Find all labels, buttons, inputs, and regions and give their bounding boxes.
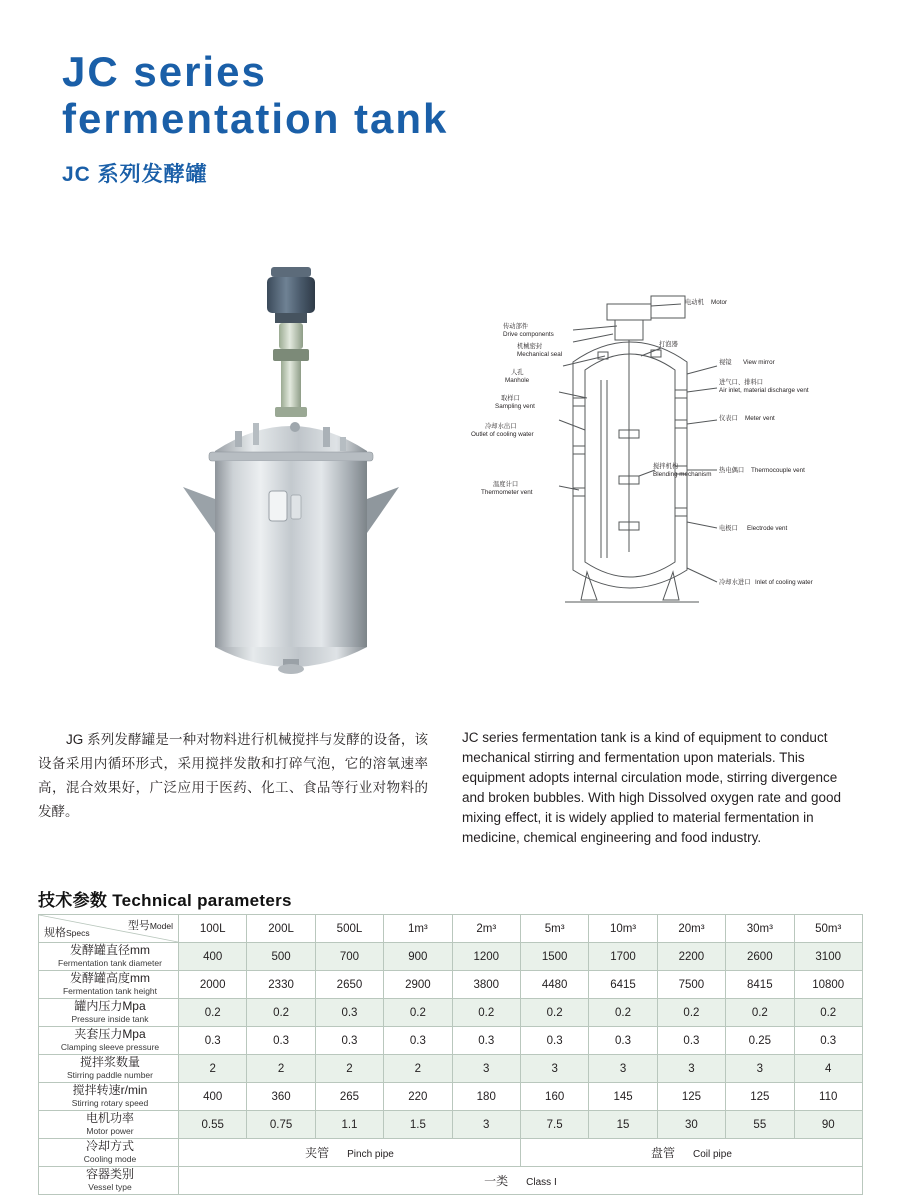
cooling-mode-left: 夹管 Pinch pipe xyxy=(179,1139,521,1167)
diagram-label-motor: 电动机 xyxy=(685,299,704,306)
table-cell: 8415 xyxy=(726,971,794,999)
corner-specs: 规格Specs xyxy=(44,927,90,939)
table-cell: 1.5 xyxy=(384,1111,452,1139)
table-cell: 7.5 xyxy=(520,1111,588,1139)
table-cell: 10800 xyxy=(794,971,862,999)
diagram-label-airinlet-en: Air inlet, material discharge vent xyxy=(719,387,809,394)
table-row xyxy=(39,1111,863,1139)
table-row xyxy=(39,1083,863,1111)
column-header: 5m³ xyxy=(520,915,588,943)
description-cn xyxy=(38,728,428,824)
table-cell: 0.3 xyxy=(384,1027,452,1055)
table-cell: 2 xyxy=(315,1055,383,1083)
fermentation-tank-photo xyxy=(175,255,410,675)
table-cell: 0.2 xyxy=(179,999,247,1027)
table-cell: 2200 xyxy=(657,943,725,971)
table-header-row xyxy=(39,915,863,943)
diagram-label-seal-cn: 机械密封 xyxy=(517,343,543,350)
table-row-cooling-mode xyxy=(39,1139,863,1167)
diagram-label-sampling-cn: 取样口 xyxy=(501,395,520,402)
table-cell: 0.3 xyxy=(657,1027,725,1055)
row-header: 搅拌浆数量 Stirring paddle number xyxy=(39,1055,179,1083)
row-header: 电机功率 Motor power xyxy=(39,1111,179,1139)
table-cell: 7500 xyxy=(657,971,725,999)
table-row xyxy=(39,943,863,971)
table-cell: 2650 xyxy=(315,971,383,999)
row-header: 夹套压力Mpa Clamping sleeve pressure xyxy=(39,1027,179,1055)
diagram-label-thermometer-en: Thermometer vent xyxy=(481,489,533,496)
technical-parameters-table xyxy=(38,914,863,1195)
diagram-label-thermometer-cn: 温度计口 xyxy=(493,481,519,488)
table-cell: 125 xyxy=(657,1083,725,1111)
table-cell: 2 xyxy=(384,1055,452,1083)
table-cell: 160 xyxy=(520,1083,588,1111)
diagram-label-manhole-en: Manhole xyxy=(505,377,530,384)
table-cell: 900 xyxy=(384,943,452,971)
title-en-line1: JC series xyxy=(62,48,267,95)
table-row xyxy=(39,1027,863,1055)
table-cell: 0.3 xyxy=(452,1027,520,1055)
diagram-label-electrode-cn: 电极口 xyxy=(719,525,738,532)
description-en: JC series fermentation tank is a kind of equipment to conduct mechanical stirring and fermentation upon materials. This equipment adopts internal circulation mode, stirring divergence and broken bubbles. With high Dissolved oxygen rate and good mixing effect, it is widely applied to material fermentation in medicine, chemical engineering and food industry. xyxy=(462,730,841,845)
row-header: 冷却方式 Cooling mode xyxy=(39,1139,179,1167)
corner-model: 型号Model xyxy=(127,920,173,932)
diagram-label-manhole-cn: 人孔 xyxy=(511,369,524,376)
table-row xyxy=(39,971,863,999)
table-cell: 0.3 xyxy=(315,1027,383,1055)
diagram-label-meter-cn: 仪表口 xyxy=(719,415,738,422)
table-cell: 3800 xyxy=(452,971,520,999)
diagram-label-cooling-out-cn: 冷却水出口 xyxy=(485,423,517,430)
row-header: 搅拌转速r/min Stirring rotary speed xyxy=(39,1083,179,1111)
table-cell: 3 xyxy=(589,1055,657,1083)
row-header: 容器类别 Vessel type xyxy=(39,1167,179,1195)
cooling-mode-right: 盘管 Coil pipe xyxy=(520,1139,862,1167)
table-cell: 1700 xyxy=(589,943,657,971)
table-cell: 2900 xyxy=(384,971,452,999)
column-header: 10m³ xyxy=(589,915,657,943)
diagram-label-meter-en: Meter vent xyxy=(745,415,775,422)
diagram-label-thermocouple-en: Thermocouple vent xyxy=(751,467,805,474)
table-cell: 0.2 xyxy=(452,999,520,1027)
table-cell: 500 xyxy=(247,943,315,971)
table-row-vessel-type xyxy=(39,1167,863,1195)
table-cell: 2000 xyxy=(179,971,247,999)
row-header: 发酵罐高度mm Fermentation tank height xyxy=(39,971,179,999)
diagram-label-coolinlet-cn: 冷却水进口 xyxy=(719,579,751,586)
table-cell: 0.2 xyxy=(247,999,315,1027)
table-cell: 700 xyxy=(315,943,383,971)
diagram-label-drive-cn: 传动部件 xyxy=(503,323,529,330)
table-cell: 0.25 xyxy=(726,1027,794,1055)
table-cell: 0.3 xyxy=(247,1027,315,1055)
table-cell: 55 xyxy=(726,1111,794,1139)
table-cell: 360 xyxy=(247,1083,315,1111)
table-cell: 3 xyxy=(657,1055,725,1083)
table-cell: 15 xyxy=(589,1111,657,1139)
diagram-label-electrode-en: Electrode vent xyxy=(747,525,788,532)
table-cell: 145 xyxy=(589,1083,657,1111)
column-header: 20m³ xyxy=(657,915,725,943)
table-cell: 0.3 xyxy=(589,1027,657,1055)
description-cn-text: JG 系列发酵罐是一种对物料进行机械搅拌与发酵的设备，该设备采用内循环形式，采用搅拌发散和打碎气泡，它的溶氧速率高，混合效果好，广泛应用于医药、化工、食品等行业对物料的发酵。 xyxy=(38,732,428,819)
table-cell: 0.3 xyxy=(520,1027,588,1055)
title-en-line2: fermentation tank xyxy=(62,95,449,142)
table-cell: 0.2 xyxy=(657,999,725,1027)
table-cell: 0.3 xyxy=(315,999,383,1027)
table-cell: 265 xyxy=(315,1083,383,1111)
table-cell: 3 xyxy=(452,1055,520,1083)
diagram-label-motor-en: Motor xyxy=(711,299,728,306)
title-cn: JC 系列发酵罐 xyxy=(62,163,208,186)
technical-parameters-title: 技术参数 Technical parameters xyxy=(38,891,292,910)
column-header: 500L xyxy=(315,915,383,943)
vessel-type-value: 一类 Class I xyxy=(179,1167,863,1195)
diagram-label-viewmirror-en: View mirror xyxy=(743,359,775,366)
table-cell: 0.55 xyxy=(179,1111,247,1139)
table-cell: 0.2 xyxy=(794,999,862,1027)
table-cell: 0.2 xyxy=(589,999,657,1027)
diagram-label-drive-en: Drive components xyxy=(503,331,554,338)
column-header: 2m³ xyxy=(452,915,520,943)
column-header: 100L xyxy=(179,915,247,943)
table-cell: 1500 xyxy=(520,943,588,971)
diagram-label-sampling-en: Sampling vent xyxy=(495,403,535,410)
table-cell: 3 xyxy=(520,1055,588,1083)
table-row xyxy=(39,999,863,1027)
table-cell: 90 xyxy=(794,1111,862,1139)
table-cell: 4 xyxy=(794,1055,862,1083)
table-cell: 30 xyxy=(657,1111,725,1139)
table-cell: 3100 xyxy=(794,943,862,971)
table-cell: 0.75 xyxy=(247,1111,315,1139)
row-header: 发酵罐直径mm Fermentation tank diameter xyxy=(39,943,179,971)
diagram-label-thermocouple-cn: 热电偶口 xyxy=(719,467,745,474)
table-cell: 3 xyxy=(452,1111,520,1139)
diagram-label-foam-cn: 打泡器 xyxy=(659,341,678,348)
diagram-label-viewmirror-cn: 视镜 xyxy=(719,359,732,366)
product-illustrations xyxy=(0,245,900,695)
diagram-label-cooling-out-en: Outlet of cooling water xyxy=(471,431,534,438)
table-cell: 2 xyxy=(247,1055,315,1083)
fermentation-tank-diagram xyxy=(455,270,875,650)
table-cell: 0.3 xyxy=(179,1027,247,1055)
table-cell: 125 xyxy=(726,1083,794,1111)
column-header: 1m³ xyxy=(384,915,452,943)
diagram-label-airinlet-cn: 进气口、排料口 xyxy=(719,379,764,386)
table-cell: 180 xyxy=(452,1083,520,1111)
column-header: 50m³ xyxy=(794,915,862,943)
table-cell: 2 xyxy=(179,1055,247,1083)
table-cell: 6415 xyxy=(589,971,657,999)
table-cell: 220 xyxy=(384,1083,452,1111)
table-cell: 2330 xyxy=(247,971,315,999)
table-cell: 2600 xyxy=(726,943,794,971)
table-cell: 1.1 xyxy=(315,1111,383,1139)
diagram-label-seal-en: Mechanical seal xyxy=(517,351,563,358)
table-cell: 0.2 xyxy=(726,999,794,1027)
row-header: 罐内压力Mpa Pressure inside tank xyxy=(39,999,179,1027)
table-cell: 1200 xyxy=(452,943,520,971)
table-cell: 0.2 xyxy=(520,999,588,1027)
table-corner-cell xyxy=(39,915,179,943)
diagram-label-blending-cn: 搅拌机构 xyxy=(653,463,679,470)
table-cell: 4480 xyxy=(520,971,588,999)
diagram-label-coolinlet-en: Inlet of cooling water xyxy=(755,579,813,586)
page-title xyxy=(62,48,448,188)
column-header: 200L xyxy=(247,915,315,943)
diagram-label-blending-en: Blending mechanism xyxy=(653,471,712,478)
table-cell: 0.2 xyxy=(384,999,452,1027)
table-cell: 400 xyxy=(179,1083,247,1111)
table-cell: 3 xyxy=(726,1055,794,1083)
table-cell: 0.3 xyxy=(794,1027,862,1055)
column-header: 30m³ xyxy=(726,915,794,943)
table-cell: 400 xyxy=(179,943,247,971)
table-row xyxy=(39,1055,863,1083)
table-cell: 110 xyxy=(794,1083,862,1111)
